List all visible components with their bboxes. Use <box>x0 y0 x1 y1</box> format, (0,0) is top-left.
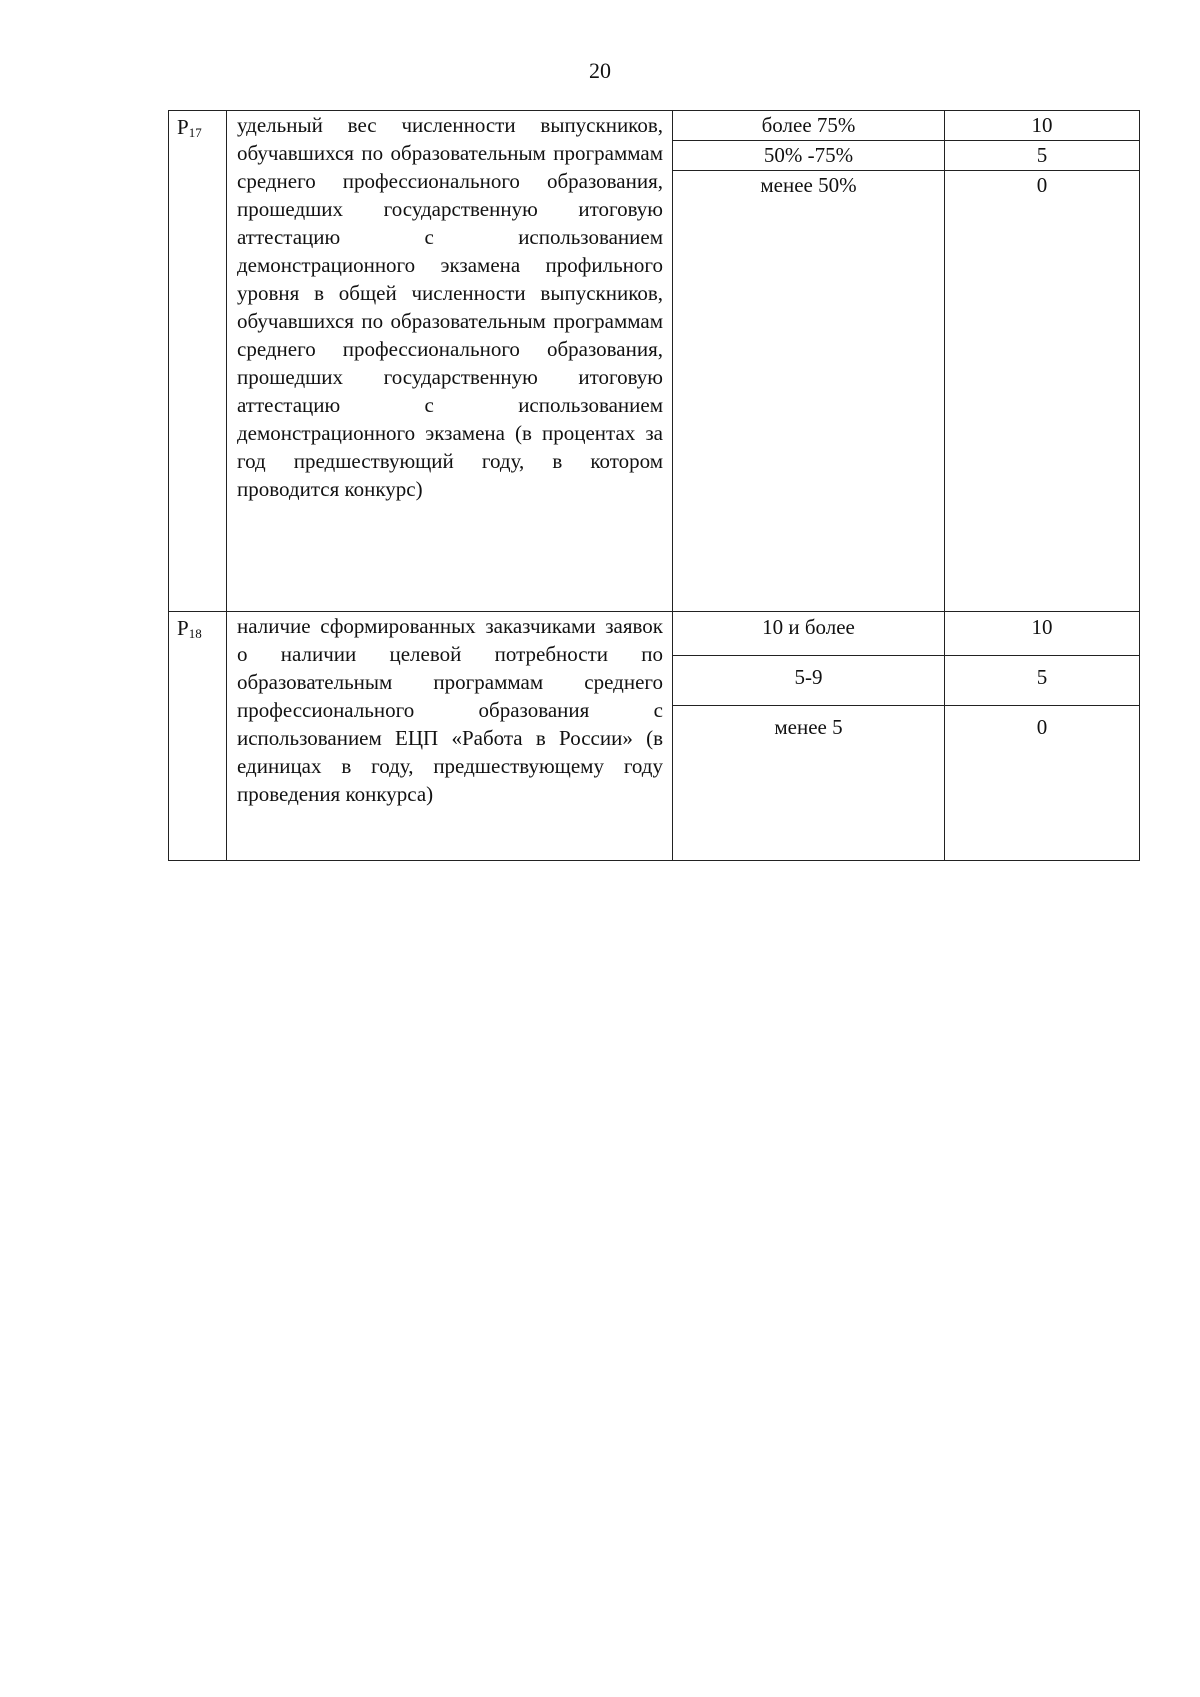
criterion-score: 10 <box>945 111 1139 141</box>
table-row-p18 <box>169 612 1140 861</box>
criteria-table <box>168 110 1140 861</box>
criterion-score: 0 <box>1036 715 1048 739</box>
criterion-value: более 75% <box>673 111 944 141</box>
criterion-value: менее 5 <box>774 715 843 739</box>
criterion-code-letter: Р <box>177 616 189 640</box>
criterion-value: менее 50% <box>760 173 857 197</box>
criterion-description <box>227 612 673 861</box>
criterion-code-index: 17 <box>188 125 202 140</box>
criterion-code-index: 18 <box>188 626 202 641</box>
criterion-value: 10 и более <box>673 612 944 656</box>
criterion-values <box>673 612 945 861</box>
criterion-code <box>169 612 227 861</box>
table-row-p17 <box>169 111 1140 612</box>
page-number: 20 <box>589 58 611 83</box>
criterion-value: 50% -75% <box>673 141 944 171</box>
criterion-values <box>673 111 945 612</box>
criterion-score: 0 <box>1036 173 1048 197</box>
criterion-score: 5 <box>945 656 1139 706</box>
criterion-description-text: удельный вес численности выпускников, обучавшихся по образовательным программам среднего профессионального образования, прошедших государственную итоговую аттестацию с использованием демонстрационного экзамена профильного уровня в общей численности выпускников, обучавшихся по образовательным программам среднего профессионального образования, прошедших государственную итоговую аттестацию с использованием демонстрационного экзамена (в процентах за год предшествующий году, в котором проводится конкурс) <box>237 113 663 501</box>
criterion-score: 10 <box>945 612 1139 656</box>
criterion-score: 5 <box>945 141 1139 171</box>
criterion-code-letter: Р <box>177 115 189 139</box>
criterion-value: 5-9 <box>673 656 944 706</box>
criterion-description-text: наличие сформированных заказчиками заявок о наличии целевой потребности по образовательным программам среднего профессионального образования с использованием ЕЦП «Работа в России» (в единицах в году, предшествующему году проведения конкурса) <box>237 614 663 806</box>
criterion-code <box>169 111 227 612</box>
criterion-scores <box>945 111 1140 612</box>
criterion-scores <box>945 612 1140 861</box>
criterion-description <box>227 111 673 612</box>
